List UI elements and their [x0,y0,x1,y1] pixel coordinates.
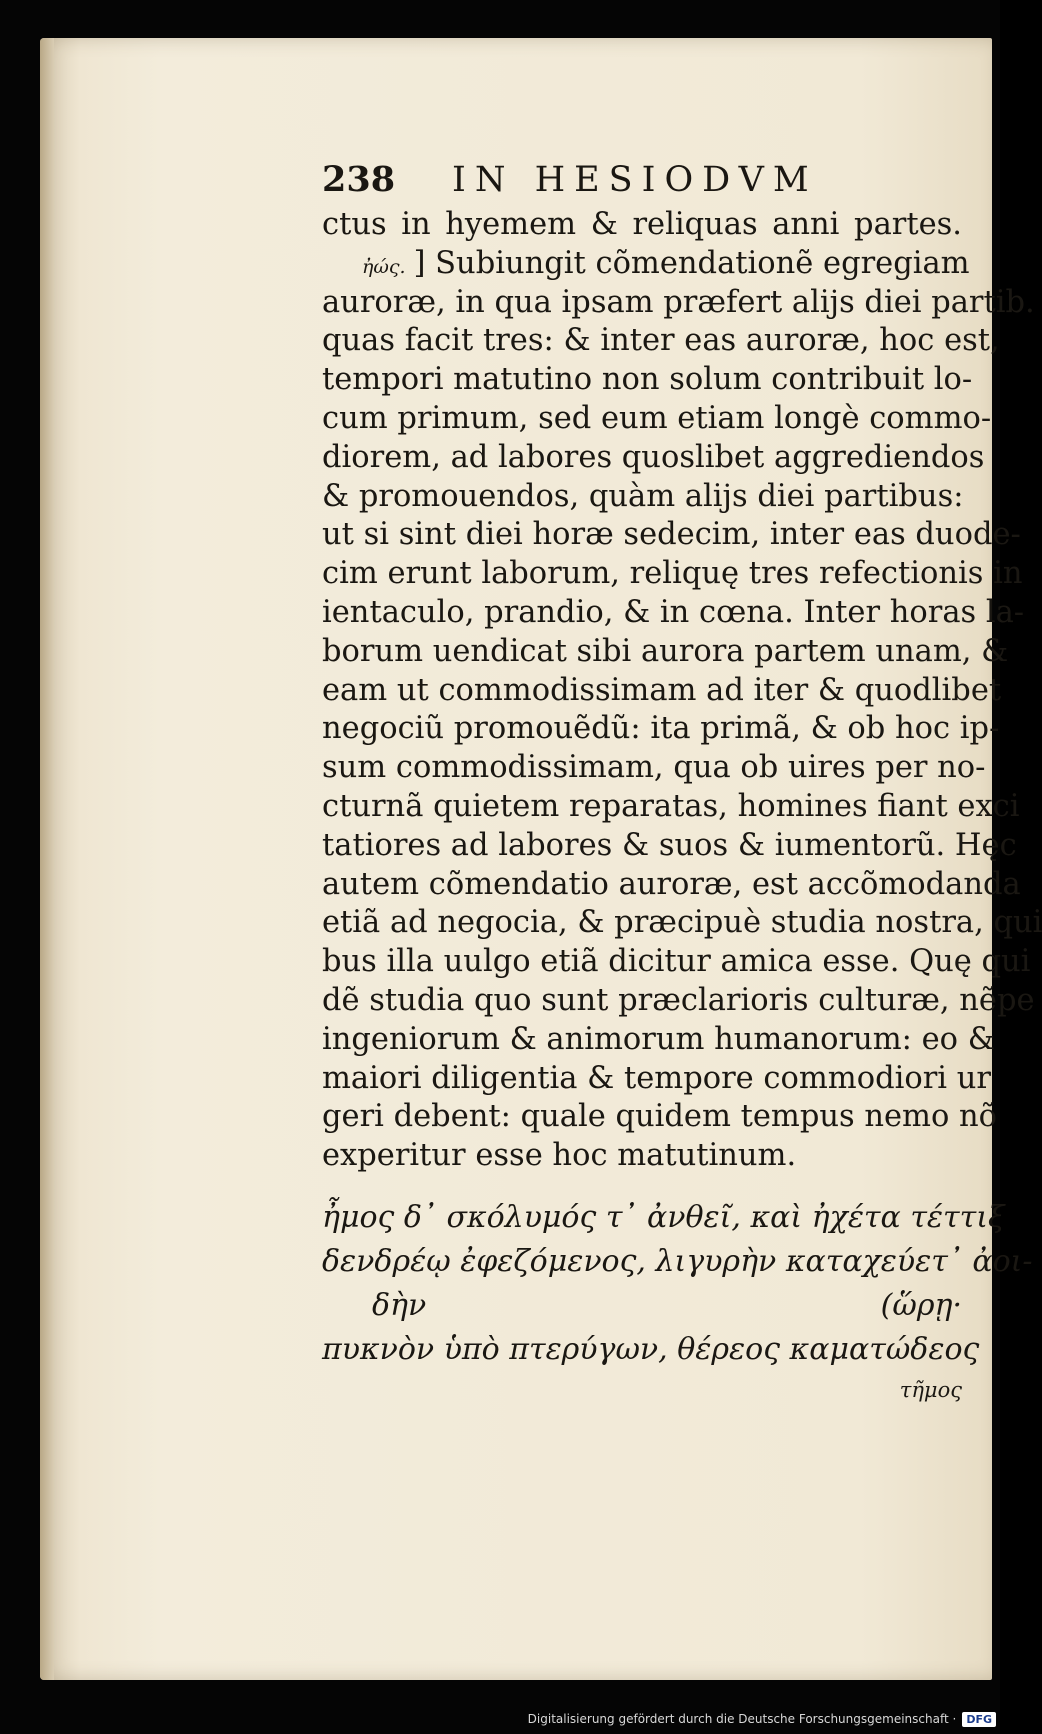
greek-verse-line-3 [322,1284,962,1328]
body-line: & promouendos, quàm alijs diei partibus: [322,478,964,514]
body-line: bus illa uulgo etiã dicitur amica esse. Quę qui [322,944,1031,980]
body-line: etiã ad negocia, & præcipuè studia nostra, qui [322,905,1042,941]
catchword: τῆμος [899,1377,962,1402]
digitization-footer [0,1707,996,1731]
body-line: maiori diligentia & tempore commodiori ur [322,1060,991,1096]
greek-verse-line-3-right: (ὥρῃ· [880,1287,962,1323]
body-line-2 [322,245,970,284]
body-line: quas facit tres: & inter eas auroræ, hoc est, [322,323,1000,359]
body-line: diorem, ad labores quoslibet aggrediendos [322,439,985,475]
body-line: cturnã quietem reparatas, homines fiant exci [322,788,1020,824]
body-line: sum commodissimam, qua ob uires per no- [322,750,986,786]
greek-verse-line-3-left: δὴν [372,1287,427,1323]
body-line: ientaculo, prandio, & in cœna. Inter horas la- [322,594,1025,630]
body-line: auroræ, in qua ipsam præfert alijs diei partib. [322,284,1035,320]
body-line: ut si sint diei horæ sedecim, inter eas duode- [322,517,1021,553]
page-text-block [322,159,1042,1408]
body-line: eam ut commodissimam ad iter & quodlibet [322,672,1002,708]
greek-verse-line-2: δενδρέῳ ἐφεζόμενος, λιγυρὴν καταχεύετ᾽ ἀοι- [322,1243,1033,1279]
body-line: cim erunt laborum, reliquę tres refectionis in [322,556,1023,592]
body-line-1: ctus in hyemem & reliquas anni partes. [322,207,962,242]
body-line: geri debent: quale quidem tempus nemo nõ [322,1099,998,1135]
body-line: dẽ studia quo sunt præclarioris culturæ, nẽpe [322,982,1035,1018]
running-head [322,160,962,206]
page-number: 238 [322,159,396,200]
page-gutter-edge [40,38,54,1680]
body-line-2-text: ] Subiungit cõmendationẽ egregiam [413,245,970,281]
body-line: ingeniorum & animorum humanorum: eo & [322,1021,995,1057]
body-line: negociũ promouẽdũ: ita primã, & ob hoc ip- [322,711,1000,747]
body-line: tempori matutino non solum contribuit lo- [322,362,973,398]
body-line: tatiores ad labores & suos & iumentorũ. Hęc [322,827,1017,863]
greek-verse-line-1: ἦμος δ᾽ σκόλυμός τ᾽ ἀνθεῖ, καὶ ἠχέτα τέττιξ [322,1199,1005,1235]
body-last-line: experitur esse hoc matutinum. [322,1138,797,1174]
body-line: cum primum, sed eum etiam longè commo- [322,400,992,436]
dfg-logo: DFG [962,1712,996,1727]
body-line: borum uendicat sibi aurora partem unam, & [322,633,1009,669]
greek-lemma: ἠώς. [362,255,406,278]
greek-verse-block [322,1196,1033,1408]
footer-credit: Digitalisierung gefördert durch die Deutsche Forschungsgemeinschaft · [527,1712,957,1726]
greek-verse-line-4: πυκνὸν ὑπὸ πτερύγων, θέρεος καματώδεος [322,1331,980,1367]
body-line: autem cõmendatio auroræ, est accõmodanda [322,866,1021,902]
running-head-title: IN HESIODVM [452,160,818,200]
